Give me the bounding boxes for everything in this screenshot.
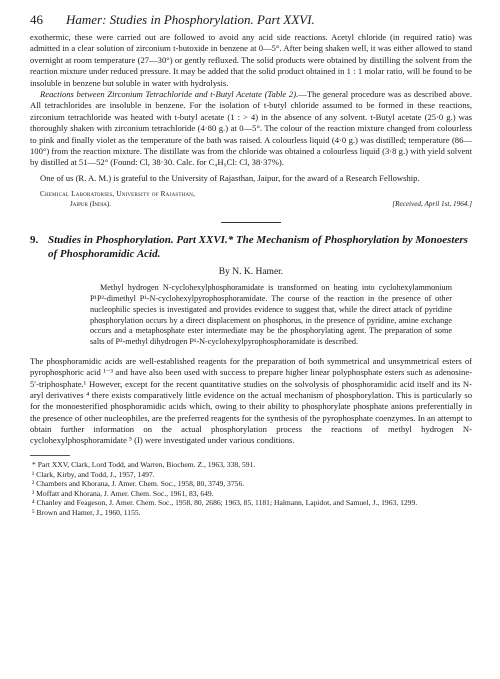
section-divider <box>221 222 281 223</box>
affiliation-line-1: Chemical Laboratories, University of Rajasthan, <box>40 190 196 199</box>
footnote: ¹ Clark, Kirby, and Todd, J., 1957, 1497. <box>32 469 155 479</box>
article-body: The phosphoramidic acids are well-established reagents for the preparation of both symmetrical and unsymmetrical esters of pyrophosphoric acid ¹⁻³ and have also been used with success to prepare higher linear polyphosphate esters such as adenosine-5′-triphosphate.¹ However, except for the recent quantitative studies on the solvolysis of phosphoramidic acid itself and its N-aryl derivatives ⁴ there exists comparatively little evidence on the actual mechanism of phosphorylation. This is particularly so for the monoesterified phosphoramidic acids which, owing to their ability to phosphorylate phosphate anions preferentially in the presence of other nucleophiles, are the preferred reagents for the synthesis of the pyrophosphate coenzymes. In an attempt to obtain further information on the actual phosphorylation process the reactions of methyl hydrogen N-cyclohexylphosphoramidate ⁵ (I) were investigated under various conditions. <box>30 356 472 446</box>
article-number: 9. <box>30 234 39 247</box>
article-title-text: Studies in Phosphorylation. Part XXVI.* The Mechanism of Phosphorylation by Monoesters of Phosphoramidic Acid. <box>48 234 468 261</box>
running-header <box>30 12 472 32</box>
footnote: ⁵ Brown and Hamer, J., 1960, 1155. <box>32 508 141 517</box>
prev-paragraph-2-heading: Reactions between Zirconium Tetrachloride and t-Butyl Acetate (Table 2). <box>40 89 299 100</box>
received-date: [Received, April 1st, 1964.] <box>392 199 472 208</box>
footnote: ² Chambers and Khorana, J. Amer. Chem. Soc., 1958, 80, 3749, 3756. <box>32 479 245 489</box>
prev-paragraph-2 <box>30 89 472 169</box>
page-number: 46 <box>30 12 43 27</box>
affiliation-block <box>30 190 472 214</box>
page <box>30 12 472 518</box>
footnote: ³ Moffatt and Khorana, J. Amer. Chem. Soc., 1961, 83, 649. <box>32 488 214 498</box>
article-title <box>30 233 472 261</box>
prev-paragraph-1: exothermic, these were carried out are followed to avoid any acid side reactions. Acetyl chloride (in required ratio) was admitted in a clear solution of zirconium t-butoxide in benzene at 0—5°. After being shaken well, it was either allowed to stand overnight at room temperature (27—30°) or gently refluxed. The solid products were obtained by distilling the solvent from the reaction mixture under reduced pressure. It may be added that the solid product obtained in 1 : 1 molar ratio, will be found to be insoluble in benzene but soluble in water with hydrolysis. <box>30 32 472 88</box>
footnote-divider <box>30 455 70 456</box>
footnote: * Part XXV, Clark, Lord Todd, and Warren, Biochem. Z., 1963, 338, 591. <box>32 460 256 470</box>
acknowledgement: One of us (R. A. M.) is grateful to the University of Rajasthan, Jaipur, for the award of a Research Fellowship. <box>40 172 420 183</box>
article-author: By N. K. Hamer. <box>218 267 284 278</box>
footnotes <box>30 460 472 518</box>
article-abstract: Methyl hydrogen N-cyclohexylphosphoramidate is transformed on heating into cyclohexylammonium P¹P²-dimethyl P¹-N-cyclohexylpyrophosphoramidate. The course of the reaction in the presence of other nucleophilic species is investigated and provides evidence to suggest that, while the direct attack of pyridine phosphorylation occurs by a direct displacement on phosphorus, in the presence of pyridine, amine exchange occurs and a metaphosphate ester intermediate may be the phosphorylating agent. The preparation of some salts of P²-methyl dihydrogen P¹-N-cyclohexylpyrophosphoramidate is described. <box>90 283 452 347</box>
affiliation-line-2: Jaipur (India). <box>70 199 112 208</box>
prev-paragraph-2-text: —The general procedure was as described above. All tetrachlorides are insoluble in benzene. For the isolation of t-butyl chloride assumed to be formed in these reactions, zirconium tetrachloride was heated with t-butyl acetate (1 : > 4) in the absence of any solvent. t-Butyl acetate (25·0 g.) was thoroughly shaken with zirconium tetrachloride (4·80 g.) at 0—5°. The colour of the reaction mixture changed from colourless to pink and finally violet as the temperature of the bath was raised. A colourless liquid (4·0 g.) was distilled; temperature (86—100°) from the reaction mixture. The distillate was from the chloride was obtained a colourless liquid (3·8 g.) with yield solvent by distilled at 51—52° (Found: Cl, 38·30. Calc. for C₄H₉Cl: Cl, 38·37%). <box>30 89 472 168</box>
footnote: ⁴ Chanley and Feageson, J. Amer. Chem. Soc., 1958, 80, 2686; 1963, 85, 1181; Halmann, Lapidot, and Samuel, J., 1963, 1299. <box>32 498 418 508</box>
running-title: Hamer: Studies in Phosphorylation. Part XXVI. <box>66 12 315 27</box>
